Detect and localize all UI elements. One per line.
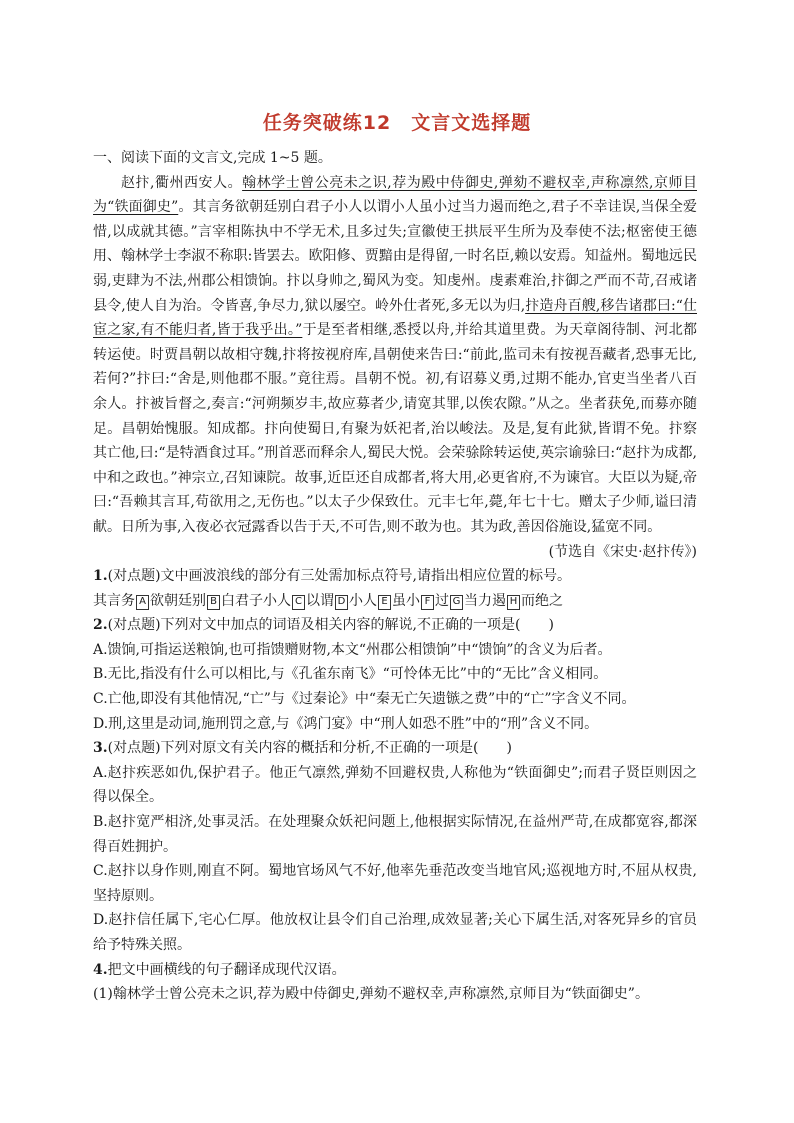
option-b: B.赵抃宽严相济,处事灵活。在处理聚众妖祀问题上,他根据实际情况,在益州严苛,在成都宽容,都深得百姓拥护。	[93, 814, 697, 855]
segment: 过	[435, 592, 449, 609]
question-4	[93, 958, 697, 983]
underlined-sentence-2: 抃造舟百艘,移告诸郡曰:“仕宦之家,有不能归者,皆于我乎出。”	[93, 297, 697, 339]
option-c: C.亡他,即没有其他情况,“亡”与《过秦论》中“秦无亡矢遗镞之费”中的“亡”字含义不同。	[93, 691, 636, 708]
option-d: D.赵抃信任属下,宅心仁厚。他放权让县令们自己治理,成效显著;关心下属生活,对客死异乡的官员给予特殊关照。	[93, 912, 697, 953]
question-stem: (对点题)文中画波浪线的部分有三处需加标点符号,请指出相应位置的标号。	[107, 568, 571, 585]
marker-box[interactable]: E	[378, 595, 391, 610]
document-body	[93, 146, 697, 1007]
marker-box[interactable]: H	[507, 595, 520, 610]
question-3	[93, 736, 697, 761]
segment: 其言务	[93, 592, 135, 609]
question-2	[93, 613, 697, 638]
segment: 当力遏	[464, 592, 506, 609]
marker-box[interactable]: D	[335, 595, 348, 610]
segment: 白君子小人	[221, 592, 291, 609]
option-d: D.刑,这里是动词,施刑罚之意,与《鸿门宴》中“刑人如恐不胜”中的“刑”含义不同。	[93, 715, 599, 732]
passage-source: (节选自《宋史·赵抃传》)	[548, 543, 697, 560]
marker-box[interactable]: B	[207, 595, 220, 610]
question-stem: (对点题)下列对原文有关内容的概括和分析,不正确的一项是( )	[107, 740, 512, 757]
passage-text: 于是至者相继,悉授以舟,并给其道里费。为天章阁待制、河北都转运使。时贾昌朝以故相守魏,抃将按视府库,昌朝使来告曰:“前此,监司未有按视吾藏者,恐事无比,若何?”抃曰:“舍是,则他郡不服。”竟往焉。昌朝不悦。初,有诏募义勇,过期不能办,官吏当坐者八百余人。抃被旨督之,奏言:“河朔频岁丰,故应募者少,请宽其罪,以俟农隙。”从之。坐者获免,而募亦随足。昌朝始愧服。知成都。抃向使蜀日,有聚为妖祀者,治以峻法。及是,复有此狱,皆谓不免。抃察其亡他,曰:“是特酒食过耳。”刑首恶而释余人,蜀民大悦。会荣𬳿除转运使,英宗谕𬳿曰:“赵抃为成都,中和之政也。”神宗立,召知谏院。故事,近臣还自成都者,将大用,必更省府,不为谏官。大臣以为疑,帝曰:“吾赖其言耳,苟欲用之,无伤也。”以太子少保致仕。元丰七年,薨,年七十七。赠太子少师,谥曰清献。日所为事,入夜必衣冠露香以告于天,不可告,则不敢为也。其为政,善因俗施设,猛宽不同。	[93, 322, 697, 535]
segment: 虽小	[392, 592, 420, 609]
option-a: A.馈饷,可指运送粮饷,也可指馈赠财物,本文“州郡公相馈饷”中“馈饷”的含义为后者。	[93, 641, 612, 658]
segment: 欲朝廷别	[150, 592, 206, 609]
option-a: A.赵抃疾恶如仇,保护君子。他正气凛然,弹劾不回避权贵,人称他为“铁面御史”;而君子贤臣则因之得以保全。	[93, 764, 697, 806]
option-c: C.赵抃以身作则,刚直不阿。蜀地官场风气不好,他率先垂范改变当地官风;巡视地方时,不屈从权贵,坚持原则。	[93, 863, 697, 904]
question-stem: (对点题)下列对文中加点的词语及相关内容的解说,不正确的一项是( )	[107, 617, 554, 634]
question-1	[93, 564, 697, 589]
segment: 小人	[349, 592, 377, 609]
underlined-sentence-1: 翰林学士曾公亮未之识,荐为殿中侍御史,弹劾不避权幸,声称凛然,京师目为“铁面御史”	[93, 174, 697, 216]
question-number: 4.	[93, 961, 108, 978]
question-number: 3.	[93, 740, 108, 757]
marker-box[interactable]: A	[136, 595, 149, 610]
section-intro: 一、阅读下面的文言文,完成 1~5 题。	[93, 150, 332, 166]
passage-text: 赵抃,衢州西安人。	[121, 174, 243, 191]
passage-paragraph	[93, 171, 697, 540]
question-number: 1.	[93, 568, 108, 585]
question-stem: 把文中画横线的句子翻译成现代汉语。	[107, 961, 346, 978]
segment: 以谓	[306, 592, 334, 609]
question-1-sentence	[93, 589, 697, 614]
passage-text: 。其言务欲朝廷别白君子小人以谓小人虽小过当力遏而绝之,君子不幸诖误,当保全爱惜,以成就其德。”言宰相陈执中不学无术,且多过失;宣徽使王拱辰平生所为及奉使不法;枢密使王德用、翰林学士李淑不称职:皆罢去。欧阳修、贾黯由是得留,一时名臣,赖以安焉。知益州。蜀地远民弱,吏肆为不法,州郡公相馈饷。抃以身帅之,蜀风为变。知虔州。虔素难治,抃御之严而不苛,召戒诸县令,使人自为治。令皆喜,争尽力,狱以屡空。岭外仕者死,多无以为归,	[93, 199, 697, 314]
option-b: B.无比,指没有什么可以相比,与《孔雀东南飞》“可怜体无比”中的“无比”含义相同。	[93, 666, 608, 683]
marker-box[interactable]: C	[292, 595, 305, 610]
marker-box[interactable]: G	[450, 595, 463, 610]
question-number: 2.	[93, 617, 108, 634]
marker-box[interactable]: F	[421, 595, 434, 610]
segment: 而绝之	[521, 592, 563, 609]
translation-item-1: (1)翰林学士曾公亮未之识,荐为殿中侍御史,弹劾不避权幸,声称凛然,京师目为“铁面御史”。	[93, 986, 649, 1003]
page-title: 任务突破练12 文言文选择题	[262, 112, 532, 134]
